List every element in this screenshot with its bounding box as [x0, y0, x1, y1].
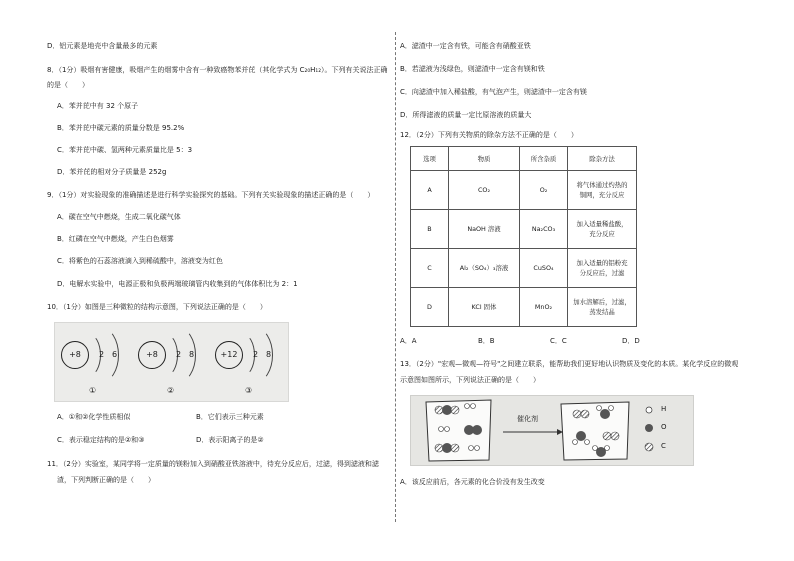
atom-label-3: ③: [245, 386, 253, 395]
row-c-impurity: CuSO₄: [520, 249, 568, 288]
row-d-impurity: MnO₂: [520, 288, 568, 327]
q8-option-d: D．苯并芘的相对分子质量是 252g: [57, 168, 167, 176]
q9-option-a: A．碳在空气中燃烧，生成二氧化碳气体: [57, 213, 181, 221]
nucleus-3: +12: [215, 341, 243, 369]
row-a-substance: CO₂: [449, 171, 520, 210]
nucleus-1: +8: [61, 341, 89, 369]
electrons-3-inner: 2: [253, 350, 259, 359]
row-d-substance: KCl 固体: [449, 288, 520, 327]
q8-option-a: A．苯并芘中有 32 个原子: [57, 102, 139, 110]
table-header-method: 除杂方法: [568, 147, 637, 171]
q9-option-c: C．将紫色的石蕊溶液滴入到稀硫酸中，溶液变为红色: [57, 257, 223, 265]
atom-label-1: ①: [89, 386, 97, 395]
row-b-method-l2: 充分反应: [589, 230, 615, 238]
q11-option-d: D．所得滤液的质量一定比原溶液的质量大: [400, 111, 532, 119]
q13-option-a: A．该反应前后，各元素的化合价没有发生改变: [400, 478, 545, 486]
q11-stem-line1: 11．（2分）实验室，某同学将一定质量的镁粉加入到硝酸亚铁溶液中，待充分反应后，过滤，得到滤液和滤: [47, 460, 379, 468]
row-c-method-l1: 加入适量的铝粉充: [576, 259, 628, 267]
q13-stem-line2: 示意图如图所示，下列说法正确的是（ ）: [400, 376, 540, 384]
row-d-option: D: [411, 288, 449, 327]
q12-choice-d: D．D: [622, 337, 640, 345]
row-b-impurity: Na₂CO₃: [520, 210, 568, 249]
legend-o-symbol: [645, 424, 653, 432]
electrons-2-outer: 8: [189, 350, 195, 359]
electrons-1-inner: 2: [99, 350, 105, 359]
row-a-method: [568, 171, 637, 210]
q11-option-c: C．向滤渣中加入稀盐酸，有气泡产生，则滤渣中一定含有镁: [400, 88, 587, 96]
q10-option-d: D．表示阳离子的是②: [196, 436, 264, 444]
q12-choice-a: A．A: [400, 337, 417, 345]
row-d-method-l1: 加水溶解后，过滤，: [573, 298, 631, 306]
legend-o-label: O: [661, 423, 667, 431]
row-a-impurity: O₂: [520, 171, 568, 210]
q8-option-c: C．苯并芘中碳、氢两种元素质量比是 5：3: [57, 146, 193, 154]
q8-option-b: B．苯并芘中碳元素的质量分数是 95.2%: [57, 124, 185, 132]
q10-stem: 10．（1分）如图是三种微粒的结构示意图，下列说法正确的是（ ）: [47, 303, 267, 311]
q10-option-c: C．表示稳定结构的是②和③: [57, 436, 145, 444]
table-row: [411, 249, 637, 288]
product-box: [561, 402, 629, 460]
row-a-method-l1: 将气体通过灼热的: [576, 181, 628, 189]
nucleus-2: +8: [138, 341, 166, 369]
q10-option-b: B．它们表示三种元素: [196, 413, 264, 421]
row-b-method: [568, 210, 637, 249]
legend-h-label: H: [661, 405, 667, 413]
atom-structure-figure: [54, 322, 289, 402]
legend-c-label: C: [661, 442, 666, 450]
q12-choice-b: B．B: [478, 337, 495, 345]
table-row: [411, 171, 637, 210]
q10-option-a: A．①和②化学性质相似: [57, 413, 131, 421]
catalyst-label: 催化剂: [517, 415, 538, 423]
row-b-substance: NaOH 溶液: [449, 210, 520, 249]
row-d-method: [568, 288, 637, 327]
q11-stem-line2: 渣，下列判断正确的是（ ）: [57, 476, 155, 484]
q13-stem-line1: 13．（2分）"宏观—微观—符号"之间建立联系，能帮助我们更好地认识物质及变化的本质。某化学反应的微观: [400, 360, 739, 368]
q11-option-a: A．滤渣中一定含有铁，可能含有硝酸亚铁: [400, 42, 531, 50]
q8-stem-line2: 的是（ ）: [47, 81, 89, 89]
q7-option-d: D．铝元素是地壳中含量最多的元素: [47, 42, 158, 50]
atom-label-2: ②: [167, 386, 175, 395]
column-divider: [395, 32, 396, 522]
row-c-substance: Al₂（SO₄）₃溶液: [449, 249, 520, 288]
q8-stem-line1: 8．（1分）吸烟有害健康，吸烟产生的烟雾中含有一种致癌物苯并芘（其化学式为 C₂₀H₁₂）。下列有关说法正确: [47, 66, 388, 74]
row-b-method-l1: 加入适量稀盐酸，: [576, 220, 628, 228]
q12-choice-c: C．C: [550, 337, 567, 345]
row-c-method-l2: 分反应后，过滤: [579, 269, 625, 277]
q9-option-d: D．电解水实验中，电源正极和负极两端玻璃管内收集到的气体体积比为 2：1: [57, 280, 298, 288]
q11-option-b: B．若滤液为浅绿色，则滤渣中一定含有镁和铁: [400, 65, 545, 73]
q9-stem: 9．（1分）对实验现象的准确描述是进行科学实验探究的基础。下列有关实验现象的描述正确的是（ ）: [47, 191, 375, 199]
row-c-option: C: [411, 249, 449, 288]
table-header-impurity: 所含杂质: [520, 147, 568, 171]
electrons-2-inner: 2: [176, 350, 182, 359]
reaction-diagram-svg: [411, 396, 693, 465]
impurity-removal-table: [410, 146, 637, 327]
reaction-micro-diagram: [410, 395, 694, 466]
table-row: [411, 288, 637, 327]
table-header-option: 选项: [411, 147, 449, 171]
row-a-method-l2: 铜网，充分反应: [579, 191, 625, 199]
row-b-option: B: [411, 210, 449, 249]
legend-c-symbol: [645, 443, 653, 451]
q9-option-b: B．红磷在空气中燃烧，产生白色烟雾: [57, 235, 174, 243]
row-a-option: A: [411, 171, 449, 210]
table-row: [411, 210, 637, 249]
electrons-1-outer: 6: [112, 350, 118, 359]
legend-h-symbol: [646, 407, 652, 413]
table-header-substance: 物质: [449, 147, 520, 171]
row-c-method: [568, 249, 637, 288]
q12-stem: 12．（2分）下列有关物质的除杂方法不正确的是（ ）: [400, 131, 578, 139]
row-d-method-l2: 蒸发结晶: [589, 308, 615, 316]
electrons-3-outer: 8: [266, 350, 272, 359]
